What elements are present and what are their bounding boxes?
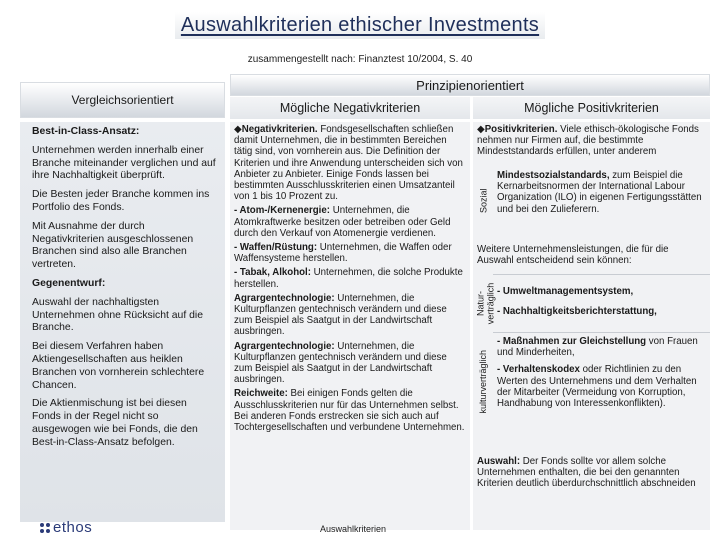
criterion-waffen: - Waffen/Rüstung: Unternehmen, die Waffen oder Waffensysteme herstellen. [234, 242, 452, 265]
criterion-agrargentechnologie: Agrargentechnologie: Unternehmen, die Kulturpflanzen gentechnisch verändern und diese zum Beispiel als Saatgut in der Landwirtschaft ausbringen. [234, 292, 447, 338]
page-subtitle: zusammengestellt nach: Finanztest 10/2004, S. 40 [247, 54, 473, 65]
header-prinzipienorientiert: Prinzipienorientiert [230, 74, 710, 96]
left-column [20, 122, 225, 522]
header-vergleichsorientiert: Vergleichsorientiert [20, 82, 225, 118]
label-naturvertraeglich: Natur- verträglich [475, 282, 496, 324]
label-sozial: Sozial [478, 188, 489, 214]
header-negativkriterien: Mögliche Negativkriterien [230, 97, 470, 119]
left-paragraph: Die Aktienmischung ist bei diesen Fonds in der Regel nicht so ausgewogen wie bei Fonds, die den Best-in-Class-Ansatz befolgen. [32, 398, 198, 448]
left-paragraph: Unternehmen werden innerhalb einer Branche miteinander verglichen und auf ihre Nachhaltigkeit überprüft. [32, 144, 216, 182]
natur-block: - Umweltmanagementsystem, - Nachhaltigkeitsberichterstattung, [497, 286, 657, 318]
label-kulturvertraeglich: kulturverträglich [478, 350, 489, 414]
criterion-reichweite: Reichweite: Bei einigen Fonds gelten die Ausschlusskriterien nur für das Unternehmen selbst. Bei anderen Fonds erstrecken sie sich auch auf Tochtergesellschaften und verbundene Unternehmen. [234, 388, 465, 434]
header-positivkriterien: Mögliche Positivkriterien [473, 97, 710, 119]
heading-gegenentwurf: Gegenentwurf: [32, 277, 106, 289]
kultur-block: - Maßnahmen zur Gleichstellung von Frauen und Minderheiten, - Verhaltenskodex oder Richtlinien zu den Werten des Unternehmens und dem Verhalten der Mitarbeiter (Vermeidung von Korruption, Handhabung von Interessenkonflikten). [497, 336, 698, 410]
positive-criteria-column [473, 122, 710, 530]
left-paragraph: Mit Ausnahme der durch Negativkriterien ausgeschlossenen Branchen sind also alle Branchen vertreten. [32, 220, 194, 271]
diamond-bullet-icon: ◆ [234, 124, 242, 135]
left-paragraph: Bei diesem Verfahren haben Aktiengesellschaften aus heiklen Branchen von vornherein schlechtere Chancen. [32, 341, 205, 391]
footer-label: Auswahlkriterien [320, 524, 387, 534]
left-paragraph: Die Besten jeder Branche kommen ins Portfolio des Fonds. [32, 189, 210, 213]
logo-dots-icon [40, 523, 50, 533]
auswahl-block: Auswahl: Der Fonds sollte vor allem solche Unternehmen enthalten, die bei den genannten Kriterien deutlich überdurchschnittlich abschneiden [477, 456, 696, 490]
divider [493, 332, 710, 333]
criterion-agrargentechnologie: Agrargentechnologie: Unternehmen, die Kulturpflanzen gentechnisch verändern und diese zum Beispiel als Saatgut in der Landwirtschaft ausbringen. [234, 340, 447, 386]
ethos-logo: ethos [40, 519, 92, 536]
weitere-leistungen: Weitere Unternehmensleistungen, die für die Auswahl entscheidend sein können: [477, 244, 669, 267]
left-paragraph: Auswahl der nachhaltigsten Unternehmen ohne Rücksicht auf die Branche. [32, 296, 203, 334]
diamond-bullet-icon: ◆ [477, 124, 485, 135]
page-title: Auswahlkriterien ethischer Investments [0, 12, 720, 39]
positive-intro: ◆Positivkriterien. Viele ethisch-ökologische Fonds nehmen nur Firmen auf, die bestimmte Mindeststandards erfüllen, unter anderem [477, 124, 699, 158]
sozial-block: Mindestsozialstandards, zum Beispiel die Kernarbeitsnormen der International Labour Organization (ILO) in eigenen Fertigungsstätten und bei den Zulieferern. [497, 170, 702, 215]
negative-intro: ◆Negativkriterien. Fondsgesellschaften schließen damit Unternehmen, die in bestimmten Bereichen tätig sind, von vornherein aus. Die Definition der Kriterien und ihre Anwendung unterscheiden sich von Anbieter zu Anbieter. Einige Fonds lassen bei bestimmten Ausschlusskriterien einen Umsatzanteil von 1 bis 10 Prozent zu. [234, 124, 463, 203]
divider [493, 274, 710, 275]
criterion-atomenergie: - Atom-/Kernenergie: Unternehmen, die Atomkraftwerke besitzen oder betreiben oder Geld durch den Verkauf von Atomenergie verdienen. [234, 205, 451, 239]
negative-criteria-column [230, 122, 470, 530]
heading-best-in-class: Best-in-Class-Ansatz: [32, 126, 140, 137]
criterion-tabak-alkohol: - Tabak, Alkohol: Unternehmen, die solche Produkte herstellen. [234, 267, 463, 290]
